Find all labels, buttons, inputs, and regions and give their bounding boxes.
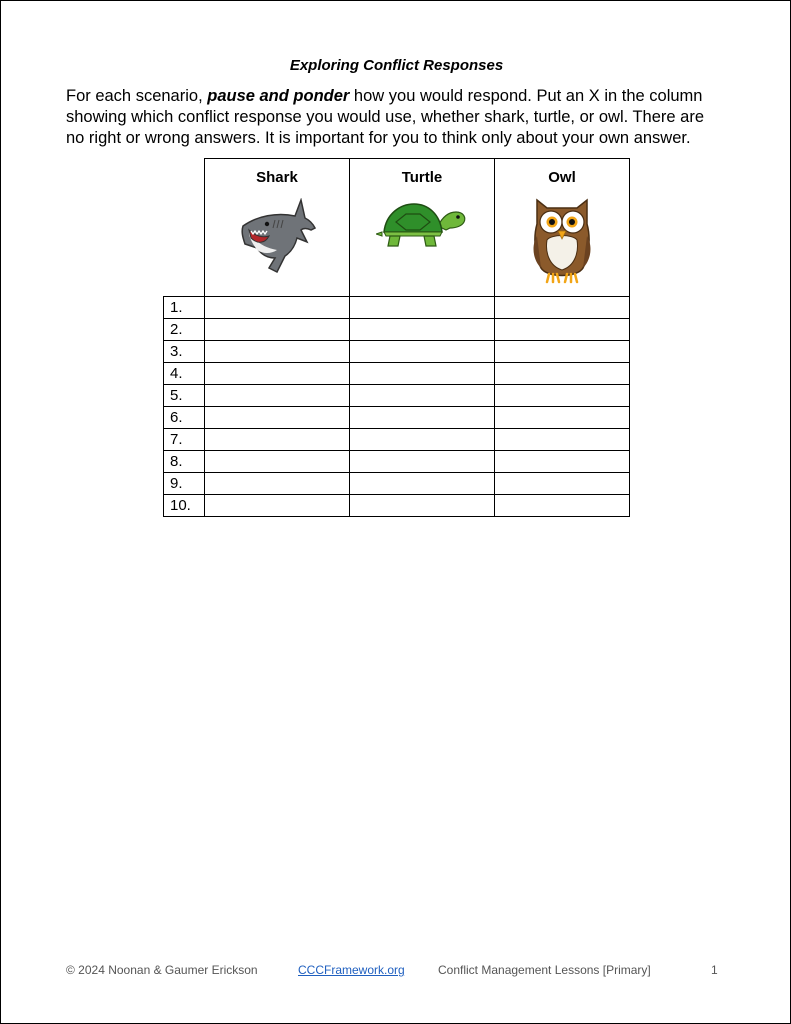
table-row <box>164 385 630 407</box>
row-number: 10. <box>164 495 205 517</box>
table-header-row <box>164 159 630 297</box>
row-number: 8. <box>164 451 205 473</box>
shark-icon <box>237 198 317 276</box>
row-number: 5. <box>164 385 205 407</box>
turtle-answer-cell[interactable] <box>350 319 495 341</box>
table-row <box>164 297 630 319</box>
turtle-answer-cell[interactable] <box>350 363 495 385</box>
shark-answer-cell[interactable] <box>205 363 350 385</box>
turtle-answer-cell[interactable] <box>350 407 495 429</box>
owl-answer-cell[interactable] <box>495 363 630 385</box>
turtle-answer-cell[interactable] <box>350 473 495 495</box>
shark-answer-cell[interactable] <box>205 385 350 407</box>
shark-answer-cell[interactable] <box>205 451 350 473</box>
owl-answer-cell[interactable] <box>495 473 630 495</box>
owl-answer-cell[interactable] <box>495 407 630 429</box>
header-blank-cell <box>164 159 205 297</box>
table-row <box>164 451 630 473</box>
instructions-paragraph <box>66 86 726 149</box>
table-row <box>164 363 630 385</box>
table-row <box>164 407 630 429</box>
shark-answer-cell[interactable] <box>205 297 350 319</box>
turtle-answer-cell[interactable] <box>350 385 495 407</box>
row-number: 3. <box>164 341 205 363</box>
footer-course: Conflict Management Lessons [Primary] <box>438 963 651 977</box>
shark-answer-cell[interactable] <box>205 319 350 341</box>
table-row <box>164 341 630 363</box>
response-table <box>163 158 630 517</box>
turtle-answer-cell[interactable] <box>350 429 495 451</box>
column-label: Turtle <box>401 169 443 186</box>
row-number: 9. <box>164 473 205 495</box>
turtle-answer-cell[interactable] <box>350 451 495 473</box>
column-header-shark <box>205 159 350 297</box>
table-row <box>164 429 630 451</box>
owl-answer-cell[interactable] <box>495 297 630 319</box>
row-number: 6. <box>164 407 205 429</box>
column-header-owl <box>495 159 630 297</box>
owl-answer-cell[interactable] <box>495 385 630 407</box>
turtle-answer-cell[interactable] <box>350 495 495 517</box>
owl-icon <box>531 194 593 284</box>
table-row <box>164 473 630 495</box>
shark-answer-cell[interactable] <box>205 407 350 429</box>
turtle-answer-cell[interactable] <box>350 341 495 363</box>
owl-answer-cell[interactable] <box>495 429 630 451</box>
shark-answer-cell[interactable] <box>205 341 350 363</box>
page-title: Exploring Conflict Responses <box>289 57 504 74</box>
shark-answer-cell[interactable] <box>205 495 350 517</box>
footer-page-number: 1 <box>711 963 718 977</box>
column-label: Shark <box>256 169 298 186</box>
shark-answer-cell[interactable] <box>205 473 350 495</box>
footer-copyright: © 2024 Noonan & Gaumer Erickson <box>66 963 258 977</box>
turtle-answer-cell[interactable] <box>350 297 495 319</box>
footer-link[interactable]: CCCFramework.org <box>298 963 405 977</box>
row-number: 1. <box>164 297 205 319</box>
owl-answer-cell[interactable] <box>495 451 630 473</box>
turtle-icon <box>376 198 468 250</box>
column-header-turtle <box>350 159 495 297</box>
row-number: 2. <box>164 319 205 341</box>
table-row <box>164 495 630 517</box>
instructions-text-end: how you would respond. Put an X in the column showing which conflict response you would use, whether shark, turtle, or owl. There are no right or wrong answers. It is important for you to think only about your own answer. <box>66 87 705 147</box>
instructions-emphasis: pause and ponder <box>207 87 350 105</box>
row-number: 7. <box>164 429 205 451</box>
owl-answer-cell[interactable] <box>495 319 630 341</box>
column-label: Owl <box>548 169 576 186</box>
owl-answer-cell[interactable] <box>495 495 630 517</box>
row-number: 4. <box>164 363 205 385</box>
owl-answer-cell[interactable] <box>495 341 630 363</box>
instructions-text-start: For each scenario, <box>66 87 208 105</box>
shark-answer-cell[interactable] <box>205 429 350 451</box>
table-row <box>164 319 630 341</box>
